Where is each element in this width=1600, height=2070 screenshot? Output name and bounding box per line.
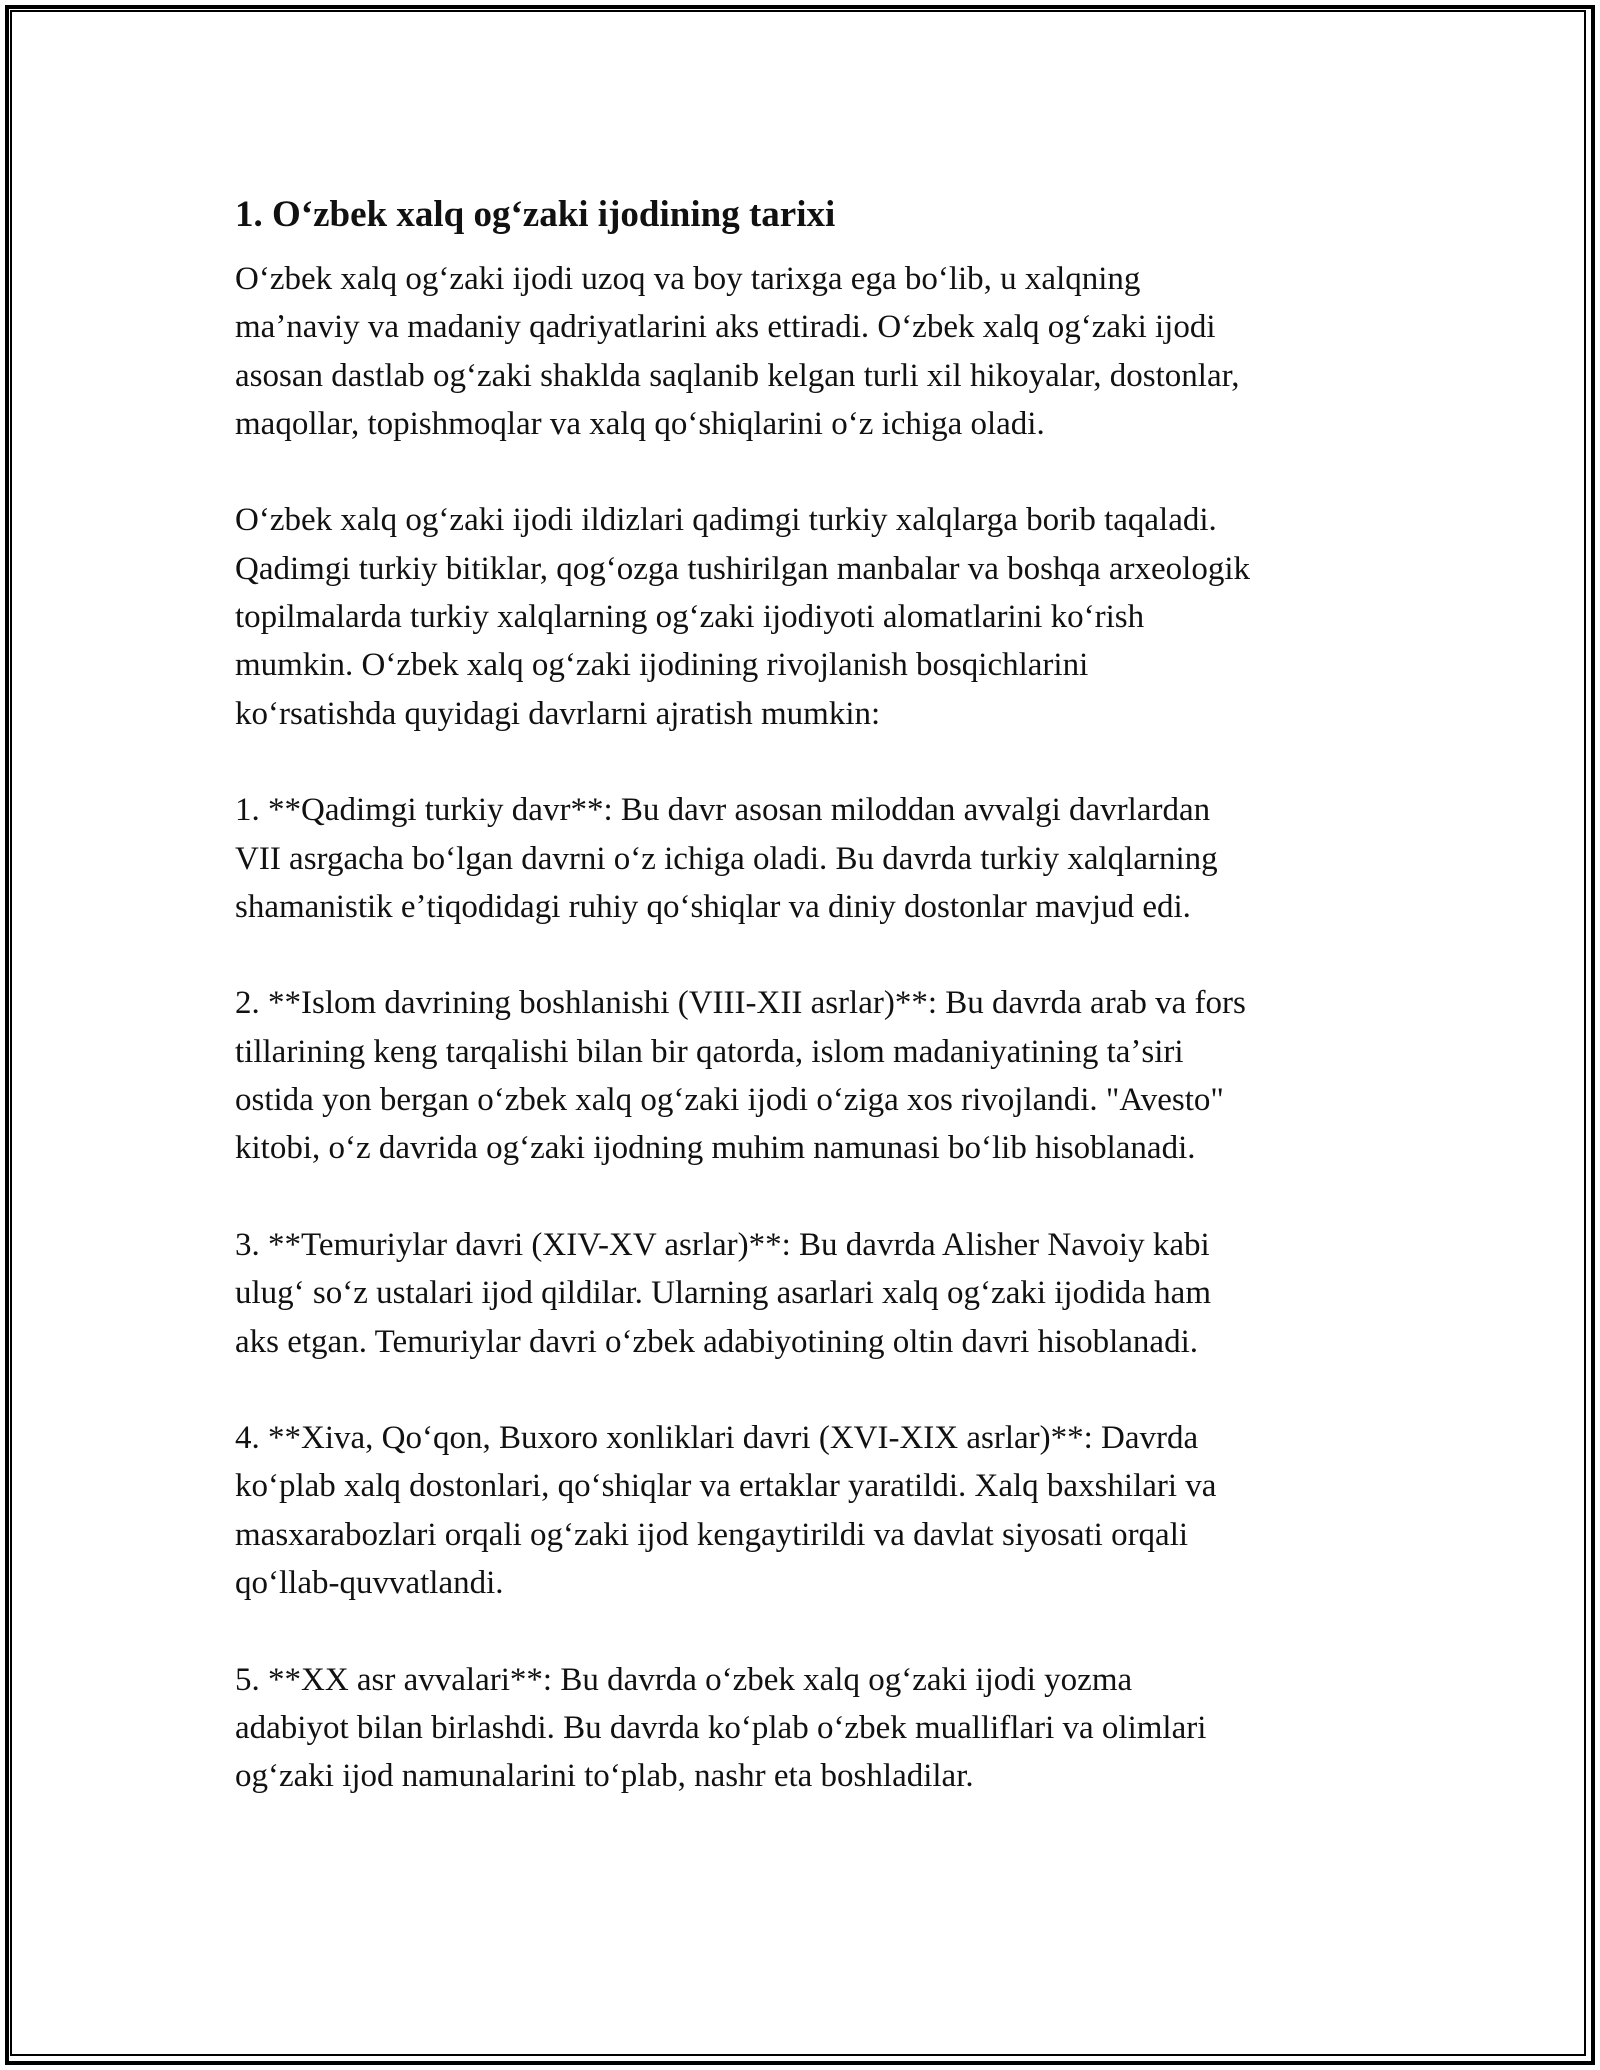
list-item-3: 3. **Temuriylar davri (XIV-XV asrlar)**: Bu davrda Alisher Navoiy kabi ulugʻ soʻz ustalari ijod qildilar. Ularning asarlari xalq ogʻzaki ijodida ham aks etgan. Temuriylar davri oʻzbek adabiyotining oltin davri hisoblanadi. <box>235 1226 1211 1360</box>
list-item-4: 4. **Xiva, Qoʻqon, Buxoro xonliklari davri (XVI-XIX asrlar)**: Davrda koʻplab xalq dostonlari, qoʻshiqlar va ertaklar yaratildi. Xalq baxshilari va masxarabozlari orqali ogʻzaki ijod kengaytirildi va davlat siyosati orqali qoʻllab-quvvatlandi. <box>235 1420 1217 1602</box>
paragraph-intro: Oʻzbek xalq ogʻzaki ijodi uzoq va boy tarixga ega boʻlib, u xalqning maʼnaviy va madaniy qadriyatlarini aks ettiradi. Oʻzbek xalq ogʻzaki ijodi asosan dastlab ogʻzaki shaklda saqlanib kelgan turli xil hikoyalar, dostonlar, maqollar, topishmoqlar va xalq qoʻshiqlarini oʻz ichiga oladi. <box>235 261 1240 442</box>
paragraph-roots: Oʻzbek xalq ogʻzaki ijodi ildizlari qadimgi turkiy xalqlarga borib taqaladi. Qadimgi turkiy bitiklar, qogʻozga tushirilgan manbalar va boshqa arxeologik topilmalarda turkiy xalqlarning ogʻzaki ijodiyoti alomatlarini koʻrish mumkin. Oʻzbek xalq ogʻzaki ijodining rivojlanish bosqichlarini koʻrsatishda quyidagi davrlarni ajratish mumkin: <box>235 502 1251 732</box>
section-heading: 1. Oʻzbek xalq ogʻzaki ijodining tarixi <box>235 194 836 235</box>
document-body <box>235 185 1375 1801</box>
list-item-2: 2. **Islom davrining boshlanishi (VIII-XII asrlar)**: Bu davrda arab va fors tillarining keng tarqalishi bilan bir qatorda, islom madaniyatining taʼsiri ostida yon bergan oʻzbek xalq ogʻzaki ijodi oʻziga xos rivojlandi. "Avesto" kitobi, oʻz davrida ogʻzaki ijodning muhim namunasi boʻlib hisoblanadi. <box>235 985 1246 1167</box>
list-item-1: 1. **Qadimgi turkiy davr**: Bu davr asosan miloddan avvalgi davrlardan VII asrgacha boʻlgan davrni oʻz ichiga oladi. Bu davrda turkiy xalqlarning shamanistik eʼtiqodidagi ruhiy qoʻshiqlar va diniy dostonlar mavjud edi. <box>235 792 1218 925</box>
list-item-5: 5. **XX asr avvalari**: Bu davrda oʻzbek xalq ogʻzaki ijodi yozma adabiyot bilan birlashdi. Bu davrda koʻplab oʻzbek mualliflari va olimlari ogʻzaki ijod namunalarini toʻplab, nashr eta boshladilar. <box>235 1661 1207 1795</box>
